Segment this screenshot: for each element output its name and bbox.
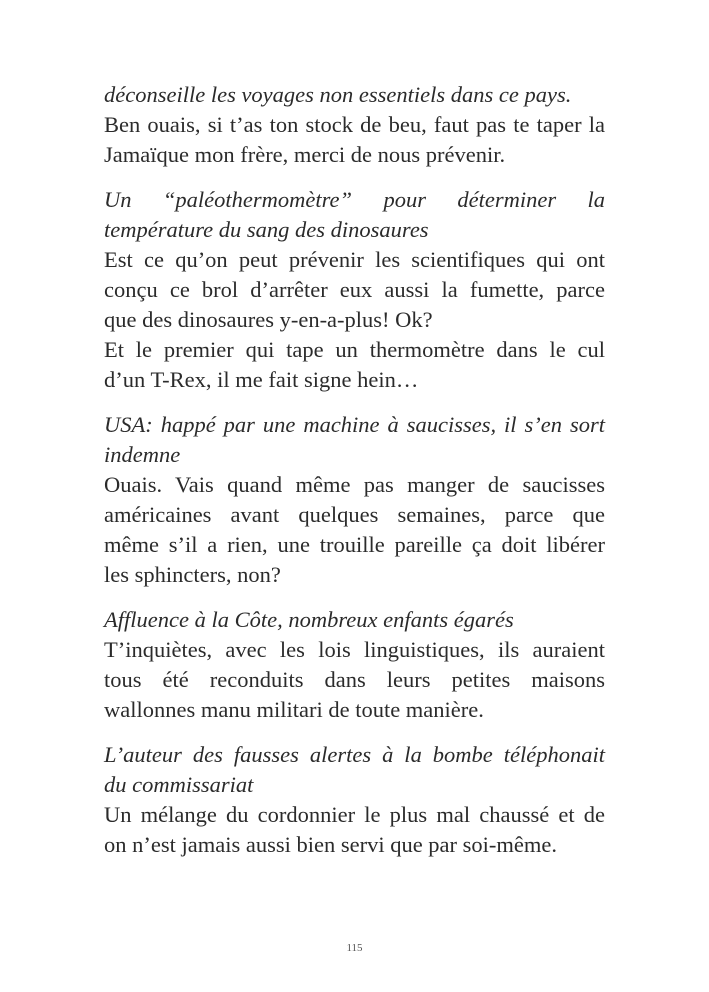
body-line: Jamaïque mon frère, merci de nous prévenir. xyxy=(104,142,506,167)
entry xyxy=(104,605,605,725)
page-number: 115 xyxy=(346,942,363,954)
body-line: Un mélange du cordonnier le plus mal chaussé et de xyxy=(104,802,605,827)
body-line: Ouais. Vais quand même pas manger de saucisses xyxy=(104,472,605,497)
headline-line: Affluence à la Côte, nombreux enfants égarés xyxy=(104,607,514,632)
headline-line: température du sang des dinosaures xyxy=(104,217,429,242)
page-text xyxy=(104,80,605,860)
body-line: d’un T-Rex, il me fait signe hein… xyxy=(104,367,419,392)
body-line: on n’est jamais aussi bien servi que par soi-même. xyxy=(104,832,558,857)
body-line: même s’il a rien, une trouille pareille ça doit libérer xyxy=(104,532,605,557)
body-line: Et le premier qui tape un thermomètre dans le cul xyxy=(104,337,605,362)
entry xyxy=(104,185,605,395)
entry xyxy=(104,80,605,170)
headline-line: indemne xyxy=(104,442,181,467)
body-line: Est ce qu’on peut prévenir les scientifiques qui ont xyxy=(104,247,605,272)
body-line: T’inquiètes, avec les lois linguistiques, ils auraient xyxy=(104,637,605,662)
entry xyxy=(104,410,605,590)
headline-line: L’auteur des fausses alertes à la bombe téléphonait xyxy=(104,742,605,767)
body-line: conçu ce brol d’arrêter eux aussi la fumette, parce xyxy=(104,277,605,302)
body-line: que des dinosaures y-en-a-plus! Ok? xyxy=(104,307,433,332)
body-line: Ben ouais, si t’as ton stock de beu, faut pas te taper la xyxy=(104,112,605,137)
body-line: tous été reconduits dans leurs petites maisons xyxy=(104,667,605,692)
headline-line: du commissariat xyxy=(104,772,254,797)
headline-line: Un “paléothermomètre” pour déterminer la xyxy=(104,187,605,212)
body-line: les sphincters, non? xyxy=(104,562,281,587)
body-line: wallonnes manu militari de toute manière. xyxy=(104,697,484,722)
entry xyxy=(104,740,605,860)
headline-line: déconseille les voyages non essentiels dans ce pays. xyxy=(104,82,572,107)
body-line: américaines avant quelques semaines, parce que xyxy=(104,502,605,527)
headline-line: USA: happé par une machine à saucisses, il s’en sort xyxy=(104,412,605,437)
